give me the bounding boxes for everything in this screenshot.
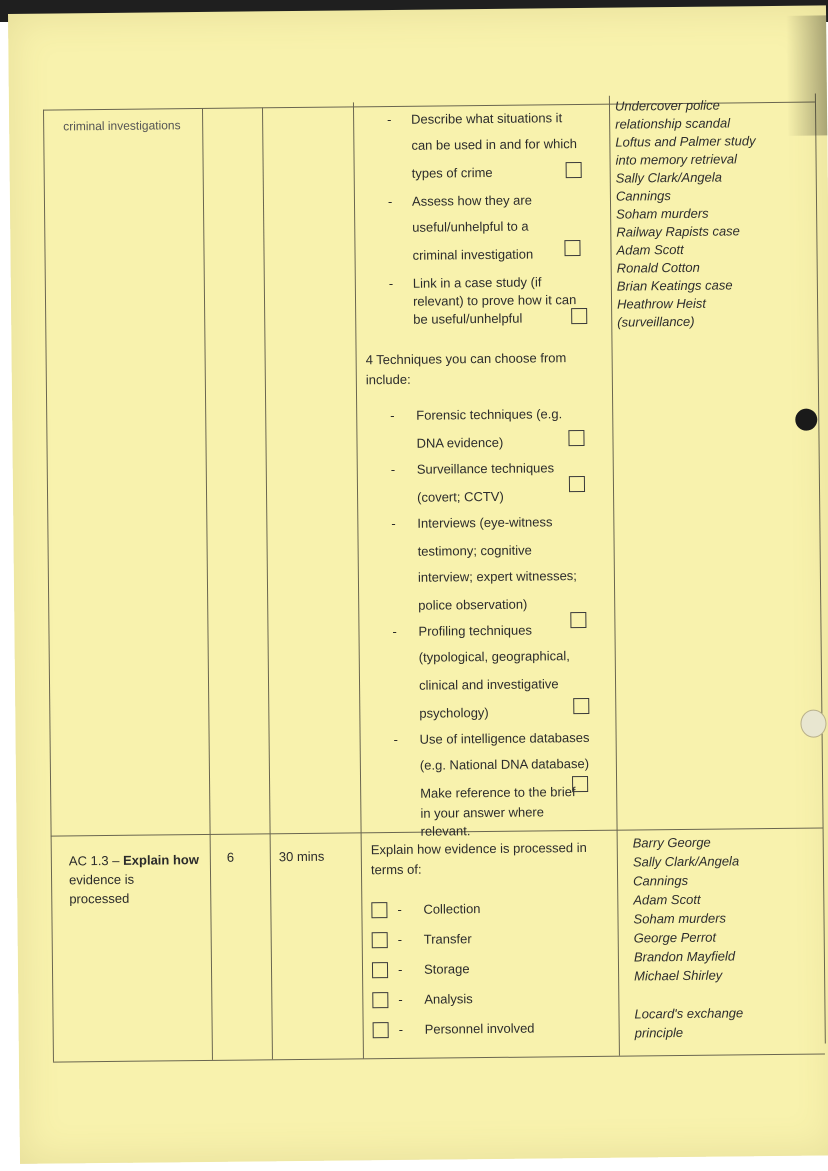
table-right-border (815, 94, 826, 1044)
reference-brief-1: Make reference to the brief (420, 784, 576, 801)
criteria-bold: Explain how (122, 852, 199, 868)
criteria-text: criminal investigations (63, 118, 181, 134)
criteria-line-3: processed (69, 890, 130, 907)
checkbox-storage[interactable] (372, 962, 388, 978)
bullet-dash: - (398, 991, 403, 1007)
case-item: Soham murders (633, 910, 727, 927)
link-line-2: relevant) to prove how it can (412, 292, 577, 309)
item-transfer: Transfer (423, 931, 472, 947)
describe-line-3: types of crime (411, 164, 493, 181)
checkbox-collection[interactable] (371, 902, 387, 918)
item-storage: Storage (423, 961, 470, 977)
explain-line-2: terms of: (370, 861, 422, 878)
describe-line-2: can be used in and for which (411, 136, 577, 153)
item-collection: Collection (423, 901, 481, 917)
case-studies-row1 (615, 96, 758, 331)
checkbox-link[interactable] (571, 308, 587, 324)
link-line-3: be useful/unhelpful (413, 310, 523, 327)
checkbox-interviews[interactable] (570, 612, 586, 628)
criteria-line-1 (69, 850, 209, 870)
bullet-dash: - (388, 275, 394, 292)
technique-profiling-3: clinical and investigative (418, 676, 559, 693)
case-item: Brandon Mayfield (633, 948, 736, 965)
bullet-dash: - (397, 901, 402, 917)
case-item: Sally Clark/Angela (615, 169, 723, 186)
criteria-cell-row2 (69, 850, 210, 908)
item-analysis: Analysis (424, 991, 473, 1007)
explain-line-1: Explain how evidence is processed in (370, 839, 587, 858)
case-item: Sally Clark/Angela (632, 853, 740, 870)
technique-interviews-3: interview; expert witnesses; (417, 568, 577, 585)
technique-interviews-2: testimony; cognitive (417, 542, 532, 559)
col-divider-1 (202, 108, 213, 1060)
case-item: Barry George (632, 834, 711, 851)
credits-value: 6 (226, 849, 235, 865)
criteria-line-2: evidence is (68, 871, 135, 888)
case-item: Railway Rapists case (616, 223, 740, 240)
case-item: Locard's exchange (634, 1005, 744, 1022)
criteria-code: AC 1.3 – (68, 852, 124, 869)
col-divider-2 (262, 107, 273, 1059)
paper-sheet (8, 5, 828, 1164)
techniques-intro-1: 4 Techniques you can choose from (365, 350, 567, 368)
case-item: Brian Keatings case (616, 277, 733, 294)
checkbox-personnel[interactable] (373, 1022, 389, 1038)
case-item: Adam Scott (616, 241, 684, 258)
bullet-dash: - (398, 1021, 404, 1037)
checkbox-profiling[interactable] (573, 698, 589, 714)
case-item: Michael Shirley (634, 967, 723, 984)
describe-line-1: Describe what situations it (411, 110, 563, 127)
technique-profiling-1: Profiling techniques (418, 622, 533, 639)
case-item: into memory retrieval (615, 151, 738, 168)
checkbox-forensic[interactable] (568, 430, 584, 446)
assess-line-3: criminal investigation (412, 246, 534, 263)
case-item: Cannings (615, 188, 671, 204)
checkbox-describe[interactable] (566, 162, 582, 178)
case-item: Cannings (633, 872, 689, 889)
technique-databases-1: Use of intelligence databases (419, 729, 590, 747)
bullet-dash: - (392, 623, 397, 640)
tasks-cell-row1 (359, 100, 617, 839)
reference-brief-3: relevant. (420, 823, 471, 839)
case-item-spacer (634, 984, 743, 1004)
case-item: Loftus and Palmer study (615, 133, 756, 150)
punch-hole-reinforced (800, 709, 826, 737)
bullet-dash: - (391, 515, 396, 532)
tasks-cell-row2 (367, 830, 619, 1059)
case-item: Adam Scott (633, 891, 701, 908)
case-item: Heathrow Heist (616, 295, 707, 312)
item-personnel: Personnel involved (424, 1020, 535, 1037)
punch-hole (795, 409, 817, 431)
technique-profiling-4: psychology) (419, 705, 489, 721)
bullet-dash: - (390, 407, 395, 424)
page-curl-shadow (786, 15, 827, 135)
checkbox-analysis[interactable] (372, 992, 388, 1008)
case-item: relationship scandal (615, 115, 731, 132)
bullet-dash: - (397, 931, 403, 947)
technique-surveillance-1: Surveillance techniques (416, 460, 555, 477)
technique-profiling-2: (typological, geographical, (418, 648, 570, 665)
link-line-1: Link in a case study (if (412, 274, 542, 291)
table-left-border (43, 110, 54, 1062)
checkbox-transfer[interactable] (372, 932, 388, 948)
case-item: George Perrot (633, 929, 717, 946)
bullet-dash: - (387, 193, 393, 210)
bullet-dash: - (387, 111, 392, 128)
bullet-dash: - (397, 961, 403, 977)
assess-line-1: Assess how they are (411, 192, 533, 209)
technique-surveillance-2: (covert; CCTV) (417, 488, 504, 505)
bullet-dash: - (390, 461, 396, 478)
checkbox-databases[interactable] (572, 776, 588, 792)
technique-forensic-1: Forensic techniques (e.g. (416, 406, 563, 423)
case-item: Undercover police (614, 97, 720, 114)
case-item: Soham murders (616, 205, 709, 222)
technique-interviews-4: police observation) (418, 596, 528, 613)
technique-databases-2: (e.g. National DNA database) (419, 755, 590, 773)
case-item: principle (634, 1024, 684, 1041)
case-studies-row2 (633, 832, 744, 1042)
techniques-intro-2: include: (365, 371, 411, 388)
checkbox-surveillance[interactable] (569, 476, 585, 492)
criteria-cell-row1 (63, 117, 193, 134)
bullet-dash: - (393, 731, 399, 748)
time-value: 30 mins (278, 848, 325, 865)
checkbox-assess[interactable] (564, 240, 580, 256)
case-item: Ronald Cotton (616, 259, 700, 276)
reference-brief-2: in your answer where (420, 804, 545, 821)
assess-line-2: useful/unhelpful to a (412, 218, 529, 235)
case-item: (surveillance) (617, 313, 695, 330)
technique-interviews-1: Interviews (eye-witness (417, 514, 553, 531)
technique-forensic-2: DNA evidence) (416, 434, 504, 451)
